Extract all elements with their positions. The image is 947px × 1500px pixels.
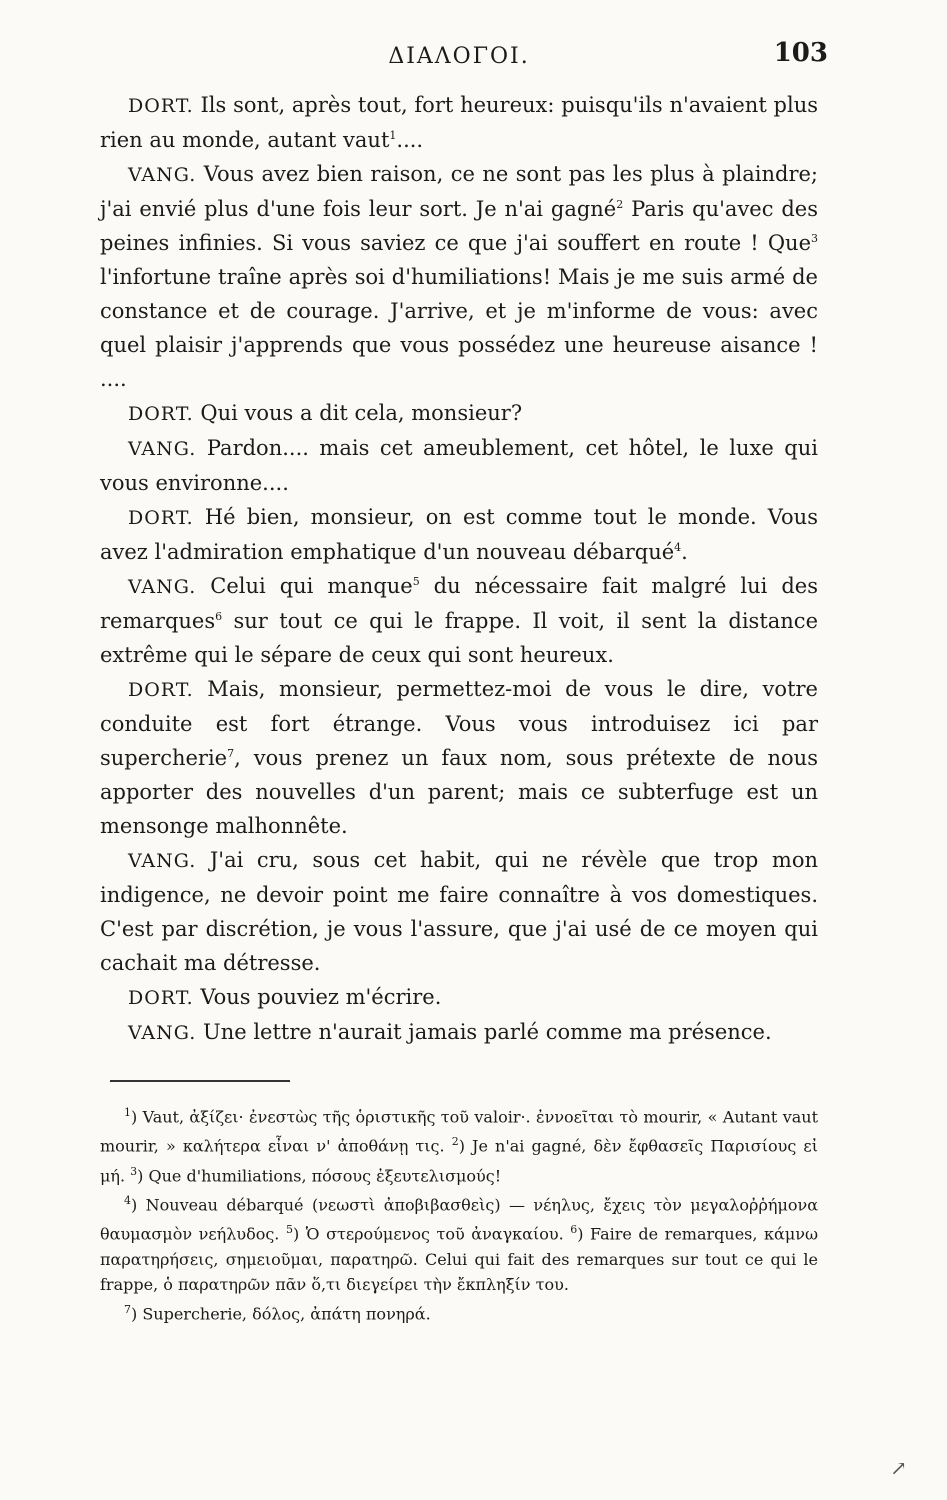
- footnote-text: ) Ὁ στερούμενος τοῦ ἀναγκαίου.: [292, 1224, 571, 1244]
- footnote-text: ) Que d'humiliations, πόσους ἐξευτελισμούς!: [137, 1165, 502, 1185]
- line-text: Qui vous a dit cela, monsieur?: [200, 401, 523, 425]
- footnote-number: 3: [130, 1164, 138, 1178]
- line-text: l'infortune traîne après soi d'humiliations! Mais je me suis armé de constance et de courage. J'arrive, et je m'informe de vous: avec quel plaisir j'apprends que vous possédez une heureuse aisance ! ....: [100, 265, 818, 391]
- footnote-divider: [110, 1080, 290, 1082]
- speaker-name: DORT.: [128, 679, 194, 701]
- line-text: Hé bien, monsieur, on est comme tout le monde. Vous avez l'admiration emphatique d'un nouveau débarqué: [100, 505, 818, 564]
- running-title: ΔΙΑΛΟΓΟΙ.: [388, 44, 530, 69]
- footnote-ref: 3: [811, 232, 818, 245]
- speaker-name: VANG.: [128, 164, 197, 186]
- footnotes: [100, 1100, 818, 1326]
- dialogue-line: [100, 672, 818, 843]
- line-text: Vous pouviez m'écrire.: [200, 985, 442, 1009]
- dialogue-text: [100, 88, 818, 1050]
- corner-mark: ↗: [890, 1456, 907, 1480]
- book-page: [100, 38, 828, 1326]
- dialogue-line: [100, 1015, 818, 1050]
- footnote-text: ) Vaut, ἀξίζει· ἐνεστὼς τῆς ὁριστικῆς τοῦ valoir·. ἐννοεῖται τὸ mourir, « Autant vaut mourir, » καλήτερα εἶναι ν' ἀποθάνῃ τις.: [100, 1107, 818, 1156]
- line-text: sur tout ce qui le frappe. Il voit, il sent la distance extrême qui le sépare de ceux qui sont heureux.: [100, 609, 818, 667]
- footnote-number: 4: [124, 1193, 131, 1207]
- dialogue-line: [100, 980, 818, 1015]
- footnote-entry: [100, 1297, 818, 1326]
- line-text: Une lettre n'aurait jamais parlé comme ma présence.: [203, 1020, 772, 1044]
- footnote-number: 2: [451, 1135, 459, 1149]
- footnote-entry: [100, 1100, 818, 1188]
- dialogue-line: [100, 843, 818, 980]
- footnote-number: 1: [124, 1106, 131, 1119]
- footnote-number: 5: [285, 1223, 293, 1237]
- speaker-name: DORT.: [128, 403, 194, 425]
- speaker-name: VANG.: [128, 438, 197, 460]
- dialogue-line: [100, 396, 818, 431]
- footnote-text: ) Nouveau débarqué (νεωστὶ ἀποβιβασθεὶς) — νέηλυς, ἔχεις τὸν μεγαλοῤῥήμονα θαυμασμὸν νεήλυδος.: [100, 1195, 818, 1244]
- speaker-name: VANG.: [128, 850, 197, 872]
- line-text: Ils sont, après tout, fort heureux: puisqu'ils n'avaient plus rien au monde, autant vaut: [100, 93, 819, 152]
- dialogue-line: [100, 431, 818, 500]
- line-text: Pardon.... mais cet ameublement, cet hôtel, le luxe qui vous environne....: [100, 436, 818, 495]
- footnote-entry: [100, 1188, 818, 1297]
- line-text: Mais, monsieur, permettez-moi de vous le dire, votre conduite est fort étrange. Vous vous introduisez ici par supercherie: [100, 677, 818, 770]
- dialogue-line: [100, 88, 818, 157]
- footnote-ref: 7: [227, 747, 235, 760]
- line-text: du nécessaire fait malgré lui des remarques: [100, 574, 818, 633]
- speaker-name: VANG.: [128, 576, 197, 598]
- footnote-ref: 6: [215, 610, 223, 623]
- footnote-ref: 2: [616, 198, 624, 211]
- speaker-name: VANG.: [128, 1022, 197, 1044]
- speaker-name: DORT.: [128, 987, 194, 1009]
- dialogue-line: [100, 500, 818, 569]
- footnote-text: ) Je n'ai gagné, δὲν ἔφθασεῖς Παρισίους εἰ μή.: [100, 1136, 818, 1185]
- dialogue-line: [100, 569, 818, 672]
- footnote-number: 7: [124, 1302, 131, 1316]
- footnote-number: 6: [570, 1223, 578, 1237]
- footnote-ref: 5: [412, 575, 420, 588]
- running-head: [100, 38, 828, 78]
- line-text: ....: [396, 128, 424, 152]
- speaker-name: DORT.: [128, 95, 194, 117]
- page-number: 103: [773, 38, 828, 68]
- line-text: Paris qu'avec des peines infinies. Si vous saviez ce que j'ai souffert en route ! Que: [100, 197, 818, 255]
- line-text: J'ai cru, sous cet habit, qui ne révèle que trop mon indigence, ne devoir point me faire connaître à vos domestiques. C'est par discrétion, je vous l'assure, que j'ai usé de ce moyen qui cachait ma détresse.: [100, 848, 818, 975]
- footnote-text: ) Supercherie, δόλος, ἀπάτη πονηρά.: [131, 1303, 431, 1323]
- line-text: .: [681, 540, 688, 564]
- dialogue-line: [100, 157, 818, 396]
- footnote-text: ) Faire de remarques, κάμνω παρατηρήσεις, σημειοῦμαι, παρατηρῶ. Celui qui fait des remarques sur tout ce qui le frappe, ὁ παρατηρῶν πᾶν ὅ,τι διεγείρει τὴν ἔκπληξίν του.: [100, 1224, 819, 1294]
- footnote-ref: 4: [674, 541, 682, 554]
- line-text: Vous avez bien raison, ce ne sont pas les plus à plaindre; j'ai envié plus d'une fois leur sort. Je n'ai gagné: [100, 162, 818, 221]
- speaker-name: DORT.: [128, 507, 194, 529]
- line-text: , vous prenez un faux nom, sous prétexte de nous apporter des nouvelles d'un parent; mais ce subterfuge est un mensonge malhonnête.: [100, 746, 818, 838]
- footnote-ref: 1: [389, 129, 397, 142]
- line-text: Celui qui manque: [210, 574, 413, 598]
